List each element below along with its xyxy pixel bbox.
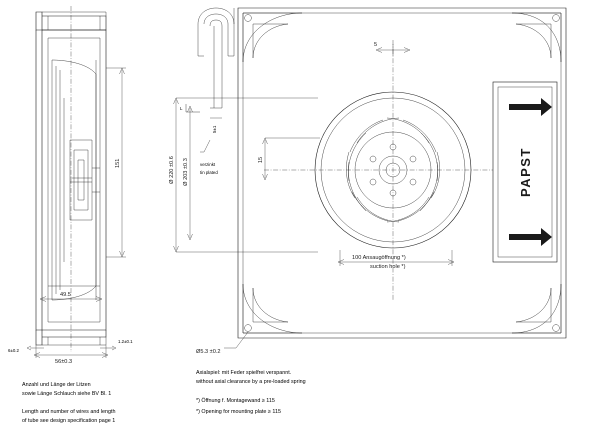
- note-left-line-0: Anzahl und Länge der Litzen: [22, 382, 91, 388]
- mounting-hole-tr: [553, 15, 560, 22]
- dim-overall-width: 56±0.3: [55, 359, 73, 365]
- note-right-line-1: without axial clearance by a pre-loaded spring: [196, 379, 306, 385]
- dim-flange-right: 1.2±0.1: [118, 339, 133, 344]
- dim-inner-width: 49.5: [60, 292, 71, 298]
- note-right-line-3: *) Öffnung f. Montagewand ≥ 115: [196, 398, 275, 404]
- notes-right: [195, 370, 306, 415]
- side-section-view: [8, 6, 133, 365]
- dim-blade-depth: 15: [258, 156, 264, 164]
- dim-impeller-diameter: Ø 203 ±0.3: [183, 158, 189, 186]
- dim-flange-left: 6±0.2: [8, 348, 19, 353]
- note-plating-en: tin plated: [200, 170, 218, 175]
- note-plating-de: verzinkt: [200, 162, 216, 167]
- notes-left: [22, 382, 116, 424]
- dim-outer-diameter: Ø 220 ±0.6: [169, 156, 175, 184]
- dim-height: 151: [115, 158, 121, 168]
- note-right-line-0: Axialspiel: mit Feder spielfrei verspannt.: [196, 370, 292, 376]
- note-left-line-1: sowie Länge Schlauch siehe BV Bl. 1: [22, 391, 112, 397]
- papst-label-plate: [493, 82, 557, 262]
- dim-top-small: 5: [374, 42, 378, 48]
- label-L: L: [180, 106, 183, 111]
- note-left-line-4: of tube see design specification page 1: [22, 418, 116, 424]
- mounting-hole-br: [553, 325, 560, 332]
- cable-tube-detail: [180, 8, 234, 175]
- dim-mounting-hole: Ø5.3 ±0.2: [196, 349, 221, 355]
- brand-label: PAPST: [518, 147, 533, 197]
- corner-web-bl: [243, 284, 302, 333]
- note-right-line-4: *) Opening for mounting plate ≥ 115: [196, 409, 281, 415]
- mounting-hole-bl: [245, 325, 252, 332]
- mounting-hole-tl: [245, 15, 252, 22]
- front-view: [169, 8, 566, 355]
- dim-suction-hole: 100 Ansaugöffnung *): [352, 255, 406, 261]
- dim-suction-hole-en: suction hole *): [370, 264, 406, 270]
- note-left-line-3: Length and number of wires and length: [22, 409, 116, 415]
- dim-tube: 5±1: [212, 125, 217, 133]
- corner-web-tl: [243, 13, 302, 62]
